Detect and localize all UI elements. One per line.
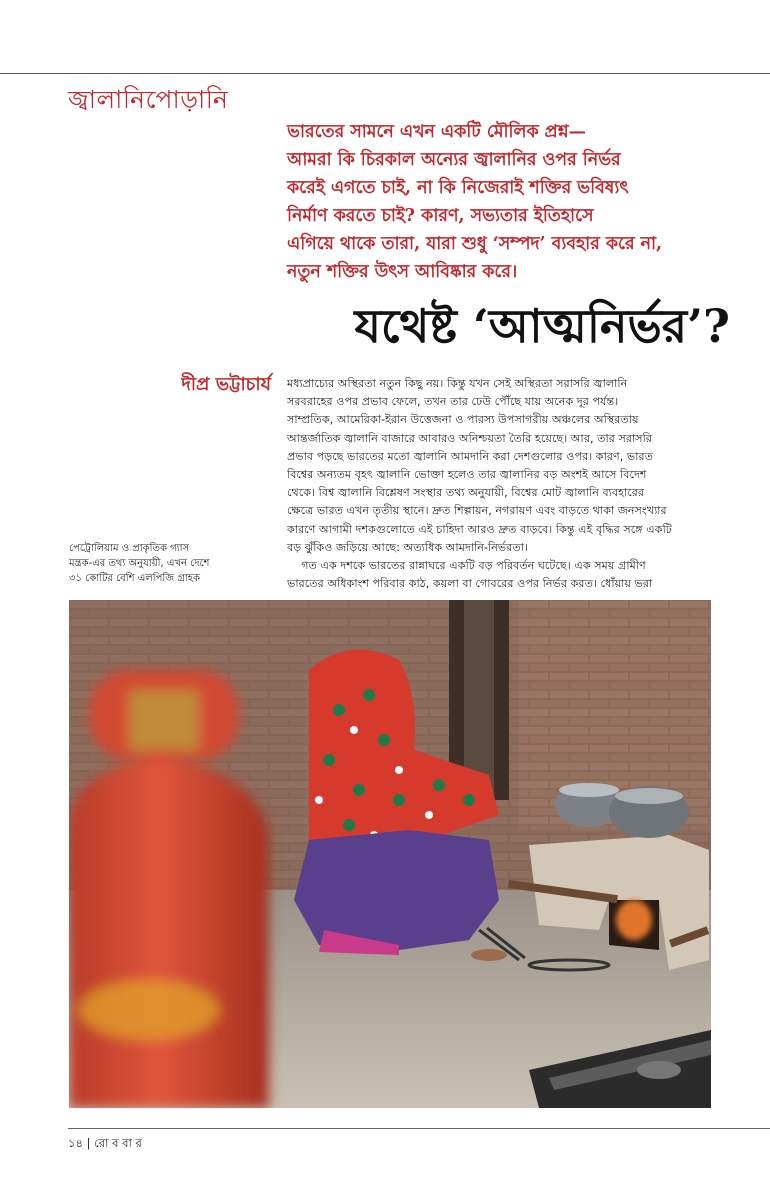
body-line: প্রভাব পড়ছে ভারতের মতো জ্বালানি আমদানি করা দেশগুলোর ওপর। কারণ, ভারত [287, 449, 654, 463]
standfirst-line: ভারতের সামনে এখন একটি মৌলিক প্রশ্ন— [287, 122, 586, 142]
footer-rule [68, 1128, 770, 1129]
section-label: জ্বালানিপোড়ানি [68, 85, 229, 114]
body-line: আন্তর্জাতিক জ্বালানি বাজারে আবারও অনিশ্চয়তা তৈরি হয়েছে। আর, তার সরাসরি [287, 431, 652, 445]
standfirst-line: এগিয়ে থাকে তারা, যারা শুধু ‘সম্পদ’ ব্যবহার করে না, [287, 234, 663, 254]
standfirst-line: নতুন শক্তির উৎস আবিষ্কার করে। [287, 262, 518, 282]
caption-line: পেট্রোলিয়াম ও প্রাকৃতিক গ্যাস [69, 543, 190, 554]
kitchen-photo [69, 600, 711, 1108]
caption-line: ৩১ কোটির বেশি এলপিজি গ্রাহক [69, 573, 201, 584]
top-rule [0, 73, 770, 74]
standfirst-line: নির্মাণ করতে চাই? কারণ, সভ্যতার ইতিহাসে [287, 206, 594, 226]
body-line: সরবরাহের ওপর প্রভাব ফেলে, তখন তার ঢেউ পৌঁছে যায় অনেক দূর পর্যন্ত। [287, 395, 619, 409]
photo-illustration [69, 600, 711, 1108]
body-line: গত এক দশকে ভারতের রান্নাঘরে একটি বড় পরিবর্তন ঘটেছে। এক সময় গ্রামীণ [287, 559, 646, 573]
body-line: কারণে আগামী দশকগুলোতে এই চাহিদা আরও দ্রুত বাড়বে। কিন্তু এই বৃদ্ধির সঙ্গে একটি [287, 522, 672, 536]
body-line: সাম্প্রতিক, আমেরিকা-ইরান উত্তেজনা ও পারস্য উপসাগরীয় অঞ্চলের অস্থিরতায় [287, 413, 639, 427]
body-line: ভারতের অধিকাংশ পরিবার কাঠ, কয়লা বা গোবরের ওপর নির্ভর করত। ধোঁয়ায় ভরা [287, 577, 653, 591]
body-line: ক্ষেত্রে ভারত এখন তৃতীয় স্থানে। দ্রুত শিল্পায়ন, নগরায়ণ এবং বাড়তে থাকা জনসংখ্যার [287, 504, 667, 518]
body-line: বড় ঝুঁকিও জড়িয়ে আছে: অত্যধিক আমদানি-নির্ভরতা। [287, 540, 529, 554]
standfirst [287, 118, 727, 286]
standfirst-line: করেই এগতে চাই, না কি নিজেরাই শক্তির ভবিষ্যৎ [287, 178, 629, 198]
body-line: থেকে। বিশ্ব জ্বালানি বিশ্লেষণ সংস্থার তথ্য অনুযায়ী, বিশ্বের মোট জ্বালানি ব্যবহারের [287, 486, 645, 500]
standfirst-line: আমরা কি চিরকাল অন্যের জ্বালানির ওপর নির্ভর [287, 150, 621, 170]
photo-caption [69, 541, 279, 586]
page-folio: ১৪ | রো ব বা র [68, 1136, 142, 1150]
headline: যথেষ্ট ‘আত্মনির্ভর’? [354, 299, 730, 353]
byline: দীপ্র ভট্টাচার্য [181, 374, 271, 395]
body-line: মধ্যপ্রাচ্যের অস্থিরতা নতুন কিছু নয়। কিন্তু যখন সেই অস্থিরতা সরাসরি জ্বালানি [287, 377, 628, 390]
body-line: বিশ্বের অন্যতম বৃহৎ জ্বালানি ভোক্তা হলেও তার জ্বালানির বড় অংশই আসে বিদেশ [287, 468, 647, 482]
caption-line: মন্ত্রক-এর তথ্য অনুযায়ী, এখন দেশে [69, 558, 210, 569]
article-body [287, 375, 717, 593]
